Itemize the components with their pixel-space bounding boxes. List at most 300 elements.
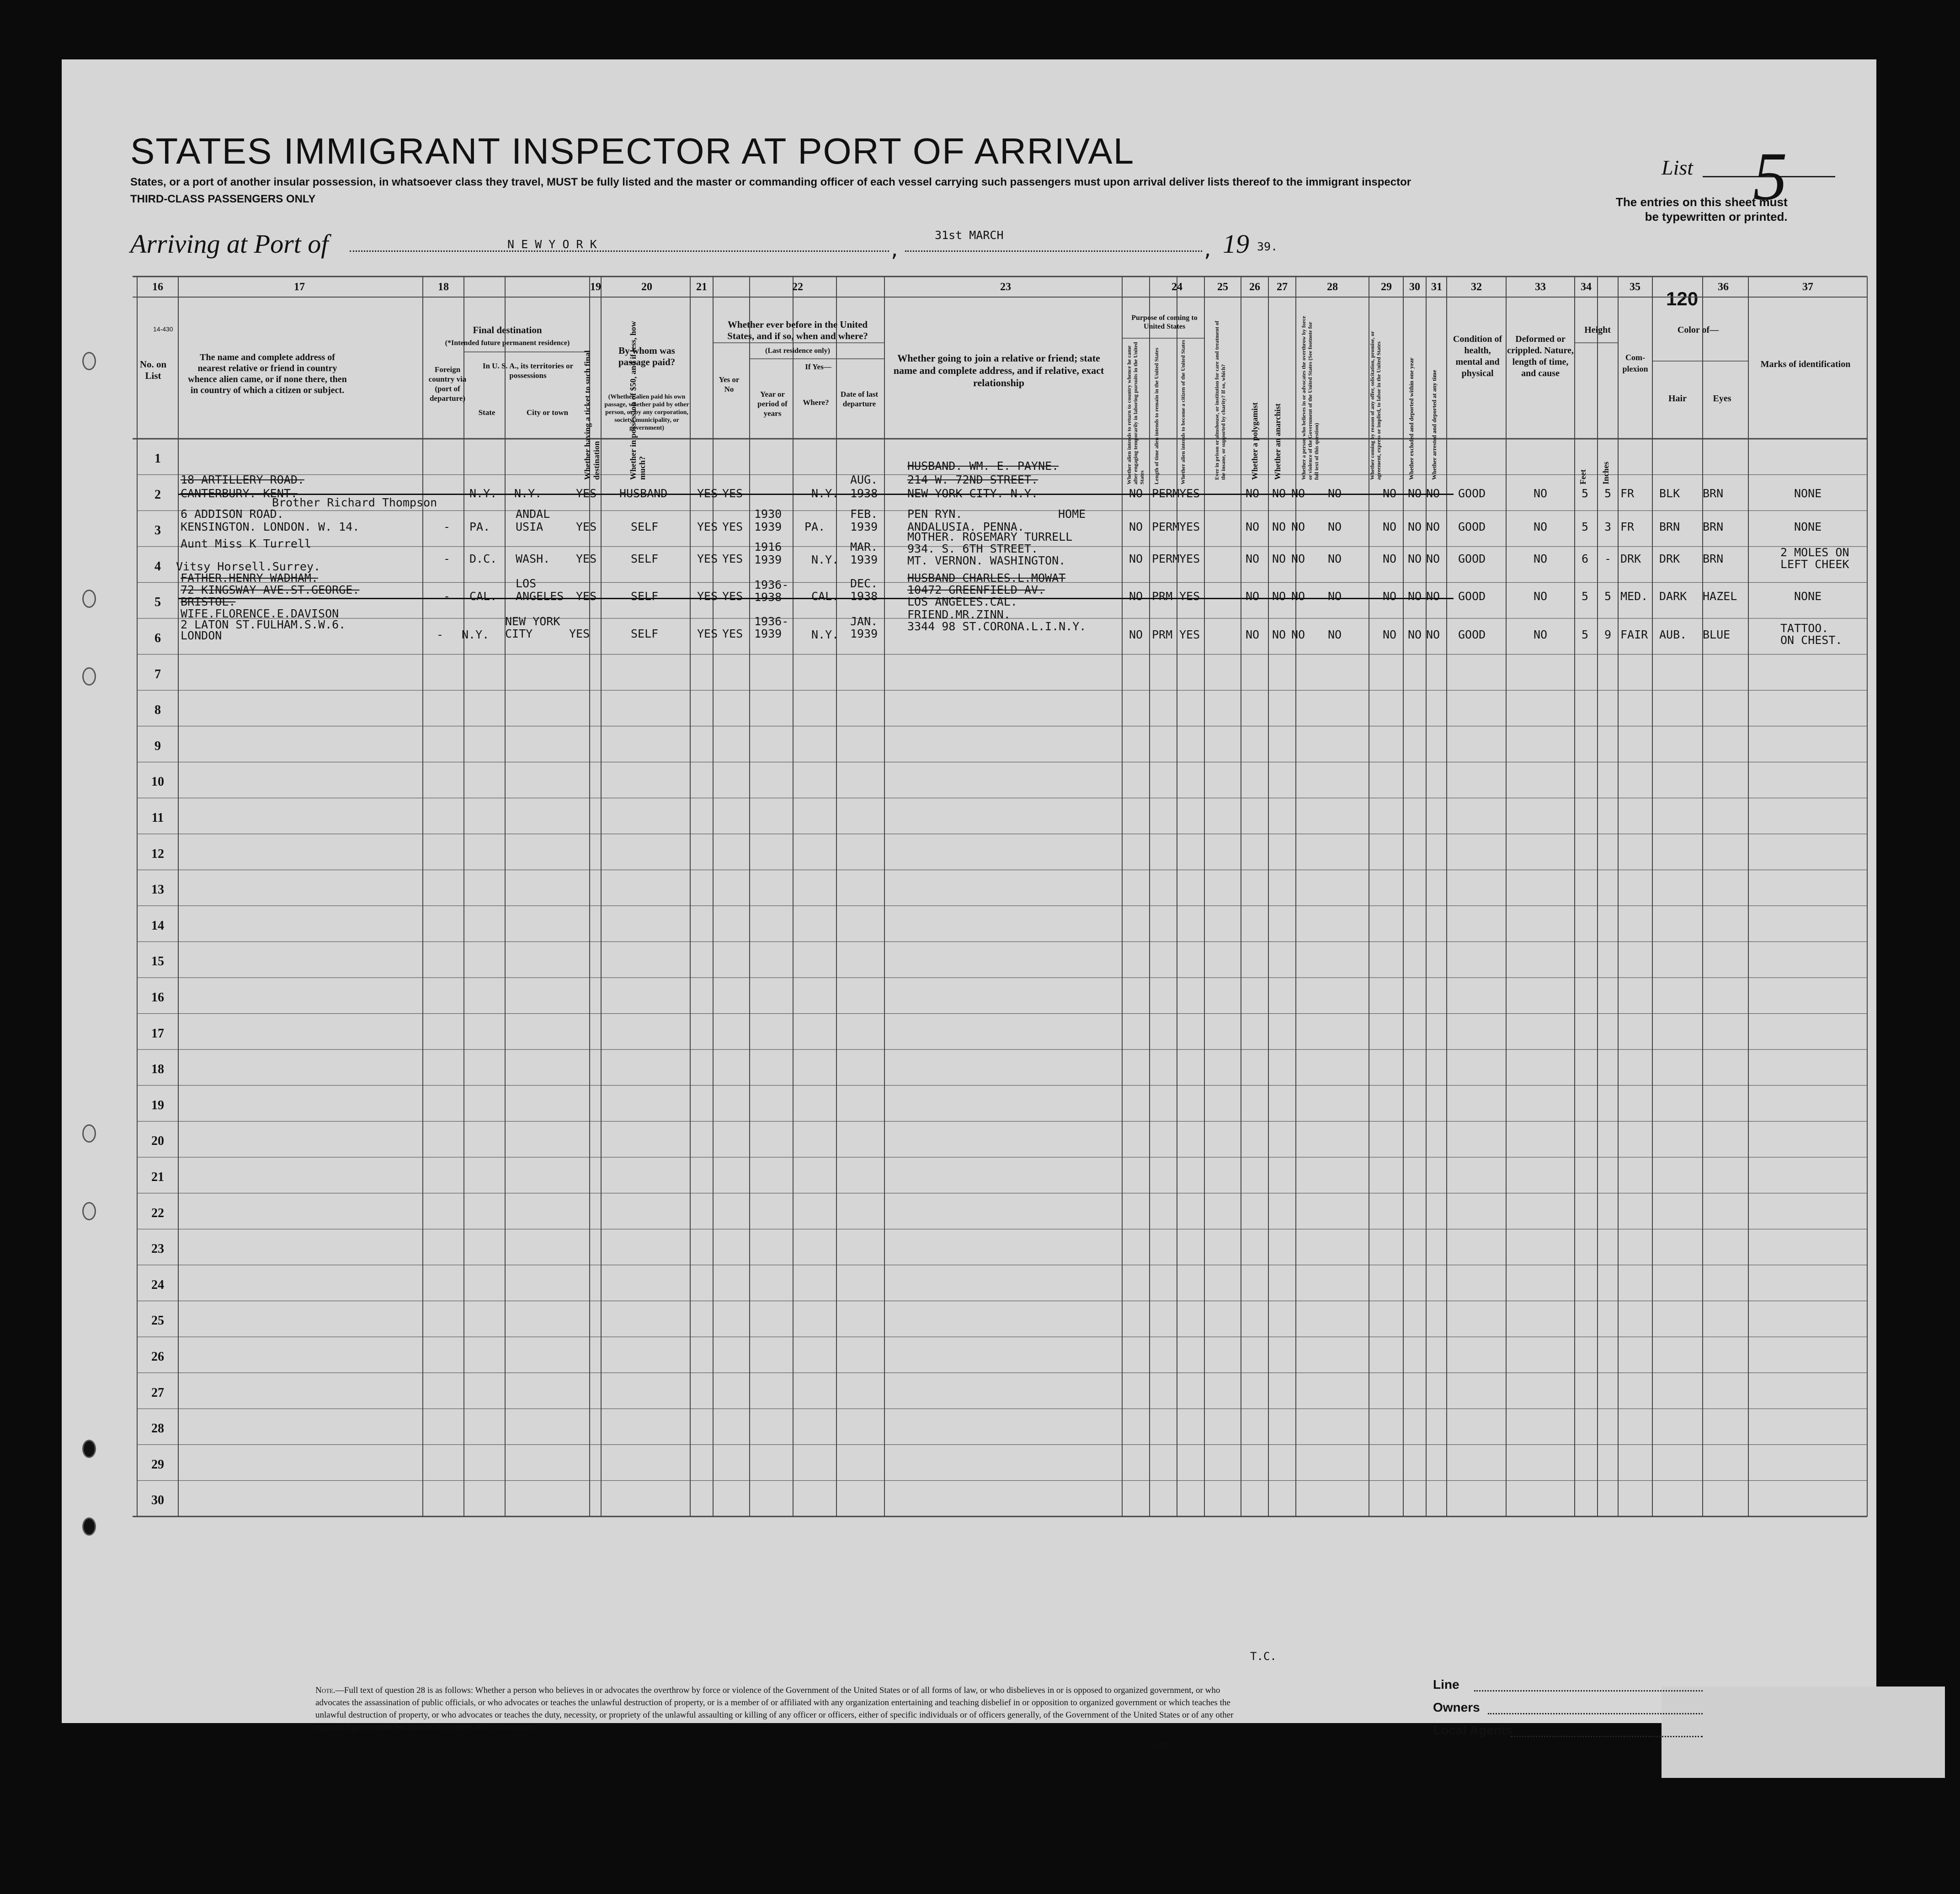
- header-ticket: Whether having a ticket to such final destination: [583, 350, 601, 480]
- row5-complexion: FAIR: [1620, 628, 1648, 641]
- row-number: 6: [154, 631, 161, 645]
- row1-q30: NO: [1408, 487, 1422, 500]
- header-q28: Whether a person who believes in or advocates the overthrow by force or violence of the Government of the United States (See footnote for full text of this question): [1300, 316, 1320, 480]
- row4-city-a: LOS: [516, 577, 537, 590]
- owners-field: [1488, 1713, 1703, 1714]
- row-number: 27: [151, 1385, 164, 1400]
- row3-departure-a: MAR.: [850, 540, 878, 553]
- row5-marks-a: TATTOO.: [1780, 622, 1829, 635]
- row2-before: YES: [722, 520, 743, 533]
- row1-complexion: FR: [1620, 487, 1635, 500]
- row3-q24b: PERM: [1152, 552, 1180, 565]
- row5-marks-b: ON CHEST.: [1780, 633, 1843, 647]
- row3-feet: 6: [1582, 552, 1589, 565]
- list-note-1: The entries on this sheet must: [1616, 195, 1788, 209]
- row3-join-a: MOTHER. ROSEMARY TURRELL: [907, 530, 1073, 543]
- row1-relative-a: 18 ARTILLERY ROAD.: [181, 473, 304, 486]
- row-number: 25: [151, 1314, 164, 1328]
- header-in-usa: In U. S. A., its territories or possessions: [482, 362, 574, 380]
- row5-q24a: NO: [1129, 628, 1143, 641]
- list-label: List: [1662, 156, 1694, 179]
- row4-q30: NO: [1408, 590, 1422, 603]
- row3-city: WASH.: [516, 552, 550, 565]
- row2-feet: 5: [1582, 520, 1589, 533]
- row4-join-a: HUSBAND CHARLES.L.MOWAT: [907, 571, 1066, 585]
- row1-q24b: PERM: [1152, 487, 1180, 500]
- row-number: 24: [151, 1277, 164, 1292]
- list-number: 5: [1753, 138, 1787, 214]
- header-purpose-c: Whether alien intends to become a citizen of the United States: [1180, 340, 1186, 484]
- row1-join-b: 214 W. 72ND STREET.: [907, 473, 1038, 486]
- row3-marks-b: LEFT CHEEK: [1780, 558, 1849, 571]
- row1-departure-b: 1938: [850, 487, 878, 500]
- year-suffix: 39.: [1257, 240, 1278, 253]
- row4-ticket: YES: [576, 590, 597, 603]
- row5-period-a: 1936-: [754, 615, 789, 628]
- row4-relative-a: FATHER.HENRY WADHAM.: [181, 571, 319, 585]
- row-number: 11: [151, 811, 164, 825]
- row2-inches: 3: [1604, 520, 1612, 533]
- row-number: 8: [154, 703, 161, 718]
- row2-join-a: PEN RYN.: [907, 507, 963, 521]
- row5-period-b: 1939: [754, 627, 782, 640]
- column-number: 18: [438, 281, 449, 293]
- row3-state: D.C.: [469, 552, 497, 565]
- row2-marks: NONE: [1794, 520, 1822, 533]
- row5-before: YES: [722, 627, 743, 640]
- row3-period-b: 1939: [754, 553, 782, 566]
- row4-period-a: 1936-: [754, 578, 789, 591]
- column-number: 22: [792, 281, 803, 293]
- column-number: 16: [152, 281, 163, 293]
- column-number: 27: [1277, 281, 1288, 293]
- row1-ticket: YES: [576, 487, 597, 500]
- row3-join-c: MT. VERNON. WASHINGTON.: [907, 554, 1066, 567]
- row1-join-a: HUSBAND. WM. E. PAYNE.: [907, 459, 1059, 473]
- row1-health: GOOD: [1458, 487, 1486, 500]
- owners-label: Owners: [1433, 1700, 1480, 1714]
- row5-has50: YES: [697, 627, 718, 640]
- row5-relative-b: 2 LATON ST.FULHAM.S.W.6.: [181, 618, 346, 631]
- row5-departure-b: 1939: [850, 627, 878, 640]
- row3-q24c: YES: [1179, 552, 1200, 565]
- row1-q27: NO: [1291, 487, 1305, 500]
- manifest-sheet: [62, 59, 1876, 1748]
- row2-relative-a: Brother Richard Thompson: [272, 496, 437, 509]
- row4-marks: NONE: [1794, 590, 1822, 603]
- column-number: 17: [294, 281, 305, 293]
- row-number: 9: [154, 739, 161, 753]
- row1-q31: NO: [1426, 487, 1440, 500]
- header-relative: The name and complete address of nearest relative or friend in country whence alien came, or if none there, then in country of which a citizen or subject.: [188, 352, 347, 395]
- row4-q24c: YES: [1179, 590, 1200, 603]
- row5-q28: NO: [1328, 628, 1342, 641]
- row1-strike-line: [178, 494, 1454, 495]
- row2-city-a: ANDAL: [516, 507, 550, 521]
- column-number: 32: [1471, 281, 1482, 293]
- page-title: STATES IMMIGRANT INSPECTOR AT PORT OF ARRIVAL: [130, 131, 1135, 171]
- row3-deformed: NO: [1534, 552, 1548, 565]
- row5-paid: SELF: [631, 627, 659, 640]
- row5-feet: 5: [1582, 628, 1589, 641]
- row3-departure-b: 1939: [850, 553, 878, 566]
- column-number: 20: [641, 281, 652, 293]
- row5-q24c: YES: [1179, 628, 1200, 641]
- row5-q31: NO: [1426, 628, 1440, 641]
- row1-before: YES: [722, 487, 743, 500]
- row3-q30: NO: [1408, 552, 1422, 565]
- row-number: 12: [151, 846, 164, 861]
- port-value: N E W Y O R K: [507, 238, 597, 251]
- row4-q24a: NO: [1129, 590, 1143, 603]
- column-number: 29: [1381, 281, 1392, 293]
- row4-hair: DARK: [1659, 590, 1687, 603]
- row5-join-a: FRIEND.MR.ZINN.: [907, 608, 1011, 621]
- column-number: 28: [1327, 281, 1338, 293]
- row3-complexion: DRK: [1620, 552, 1641, 565]
- row2-q30: NO: [1408, 520, 1422, 533]
- row4-join-c: LOS ANGELES.CAL.: [907, 595, 1017, 608]
- header-date-last-departure: Date of last departure: [840, 390, 879, 408]
- row3-before: YES: [722, 552, 743, 565]
- row2-departure-a: FEB.: [850, 507, 878, 521]
- row5-departure-a: JAN.: [850, 615, 878, 628]
- row3-where: N.Y.: [811, 553, 839, 566]
- row2-q26: NO: [1272, 520, 1286, 533]
- row3-health: GOOD: [1458, 552, 1486, 565]
- row4-relative-c: BRISTOL.: [181, 595, 236, 608]
- column-number: 37: [1802, 281, 1813, 293]
- row4-has50: YES: [697, 590, 718, 603]
- row5-join-b: 3344 98 ST.CORONA.L.I.N.Y.: [907, 620, 1087, 633]
- column-number: 26: [1249, 281, 1260, 293]
- row4-deformed: NO: [1534, 590, 1548, 603]
- row4-eyes: HAZEL: [1703, 590, 1737, 603]
- header-where: Where?: [803, 398, 829, 407]
- row4-state: CAL.: [469, 590, 497, 603]
- column-number: 21: [696, 281, 707, 293]
- header-color-of: Color of—: [1677, 325, 1719, 335]
- line-label: Line: [1433, 1677, 1459, 1692]
- header-q29: Whether coming by reason of any offer, solicitation, promise, or agreement, express or implied, to labor in the United States: [1369, 331, 1382, 480]
- row5-state: N.Y.: [462, 628, 490, 641]
- row5-via: -: [437, 628, 444, 641]
- row2-departure-b: 1939: [850, 520, 878, 533]
- header-yes-or-no: Yes or No: [719, 375, 740, 394]
- agents-label: Local Agents: [1433, 1723, 1513, 1737]
- row4-paid: SELF: [631, 590, 659, 603]
- line-field: [1474, 1690, 1703, 1692]
- row2-state: PA.: [469, 520, 490, 533]
- row5-inches: 9: [1604, 628, 1612, 641]
- row4-departure-a: DEC.: [850, 577, 878, 590]
- header-anarchist: Whether an anarchist: [1273, 403, 1282, 480]
- row5-hair: AUB.: [1659, 628, 1687, 641]
- header-purpose-a: Whether alien intends to return to country whence he came after engaging temporarily in laboring pursuits in the United States: [1126, 342, 1145, 484]
- header-polygamist: Whether a polygamist: [1250, 402, 1259, 480]
- row-number: 14: [151, 918, 164, 933]
- row2-period-b: 1939: [754, 520, 782, 533]
- row5-health: GOOD: [1458, 628, 1486, 641]
- row2-relative-b: 6 ADDISON ROAD.: [181, 507, 284, 521]
- row2-via: -: [443, 520, 451, 533]
- row4-relative-b: 72 KINGSWAY AVE.ST.GEORGE.: [181, 583, 360, 596]
- row5-q29: NO: [1383, 628, 1397, 641]
- row-number: 26: [151, 1350, 164, 1364]
- row2-join-c: ANDALUSIA. PENNA.: [907, 520, 1024, 533]
- row3-q24a: NO: [1129, 552, 1143, 565]
- row1-departure-a: AUG.: [850, 473, 878, 486]
- tc-mark: T.C.: [1250, 1650, 1277, 1663]
- row1-via: -: [443, 487, 451, 500]
- row-number: 18: [151, 1062, 164, 1077]
- row2-hair: BRN: [1659, 520, 1680, 533]
- column-number: 25: [1217, 281, 1228, 293]
- row3-relative-a: Aunt Miss K Turrell: [181, 537, 311, 550]
- row3-q29: NO: [1383, 552, 1397, 565]
- row4-q25: NO: [1246, 590, 1260, 603]
- row-number: 3: [154, 523, 161, 538]
- header-passage-paid: By whom was passage paid?: [618, 345, 676, 367]
- note-label: Note.: [315, 1686, 336, 1695]
- row2-q24a: NO: [1129, 520, 1143, 533]
- form-code-top: 14-430: [153, 325, 173, 333]
- column-number: 31: [1431, 281, 1442, 293]
- row-number: 28: [151, 1421, 164, 1436]
- row5-relative-c: LONDON: [181, 629, 222, 642]
- footnote-q28: [315, 1684, 1252, 1734]
- header-year-period: Year or period of years: [757, 390, 788, 418]
- row3-has50: YES: [697, 552, 718, 565]
- row5-ticket: YES: [569, 627, 590, 640]
- row1-state: N.Y.: [469, 487, 497, 500]
- header-height: Height: [1584, 325, 1611, 335]
- row-number: 5: [154, 595, 161, 610]
- header-no-on-list: No. on List: [139, 359, 167, 381]
- row3-marks-a: 2 MOLES ON: [1780, 546, 1849, 559]
- row2-relative-c: KENSINGTON. LONDON. W. 14.: [181, 520, 360, 533]
- list-note-2: be typewritten or printed.: [1645, 210, 1788, 223]
- row3-period-a: 1916: [754, 540, 782, 553]
- row1-where: N.Y.: [811, 487, 839, 500]
- header-foreign-country: Foreign country via (port of departure): [428, 365, 467, 403]
- row2-health: GOOD: [1458, 520, 1486, 533]
- row1-join-c: NEW YORK CITY. N.Y.: [907, 487, 1038, 500]
- date-value: 31st MARCH: [935, 229, 1004, 242]
- row4-strike-line: [178, 598, 1454, 599]
- header-health: Condition of health, mental and physical: [1453, 334, 1502, 378]
- comma2: ,: [1202, 240, 1214, 261]
- row-number: 17: [151, 1026, 164, 1041]
- header-deformed: Deformed or crippled. Nature, length of time, and cause: [1507, 334, 1574, 378]
- row1-has50: YES: [697, 487, 718, 500]
- column-number: 36: [1718, 281, 1729, 293]
- row-number: 21: [151, 1170, 164, 1184]
- row1-q24c: YES: [1179, 487, 1200, 500]
- row2-deformed: NO: [1534, 520, 1548, 533]
- row1-hair: BLK: [1659, 487, 1680, 500]
- row3-q27: NO: [1291, 552, 1305, 565]
- row2-complexion: FR: [1620, 520, 1635, 533]
- row1-city: N.Y.: [514, 487, 542, 500]
- row2-q24b: PERM: [1152, 520, 1180, 533]
- row4-q26: NO: [1272, 590, 1286, 603]
- row1-relative-b: CANTERBURY. KENT.: [181, 487, 298, 500]
- header-final-destination-note: (*Intended future permanent residence): [445, 339, 570, 347]
- row4-departure-b: 1938: [850, 590, 878, 603]
- row-number: 4: [154, 559, 161, 574]
- header-q31: Whether arrested and deported at any time: [1431, 370, 1438, 480]
- row1-q28: NO: [1328, 487, 1342, 500]
- row2-paid: SELF: [631, 520, 659, 533]
- header-eyes: Eyes: [1713, 394, 1731, 404]
- row5-deformed: NO: [1534, 628, 1548, 641]
- row1-q24a: NO: [1129, 487, 1143, 500]
- row2-q24c: YES: [1179, 520, 1200, 533]
- row3-q31: NO: [1426, 552, 1440, 565]
- row3-via: -: [443, 552, 451, 565]
- row1-q25: NO: [1246, 487, 1260, 500]
- row5-q25: NO: [1246, 628, 1260, 641]
- row4-inches: 5: [1604, 590, 1612, 603]
- header-passage-note: (Whether alien paid his own passage, whether paid by other person, or by any corporation, society, municipality, or government): [604, 394, 689, 431]
- row2-city-b: USIA: [516, 520, 543, 533]
- header-inches: Inches: [1601, 461, 1610, 484]
- row3-inches: -: [1604, 552, 1612, 565]
- agents-field: [1511, 1736, 1703, 1737]
- header-city: City or town: [526, 408, 569, 417]
- row4-city-b: ANGELES: [516, 590, 564, 603]
- row4-q31: NO: [1426, 590, 1440, 603]
- row3-eyes: BRN: [1703, 552, 1724, 565]
- row2-q29: NO: [1383, 520, 1397, 533]
- row2-eyes: BRN: [1703, 520, 1724, 533]
- class-line: THIRD-CLASS PASSENGERS ONLY: [130, 193, 316, 205]
- row5-city-a: NEW YORK: [505, 615, 560, 628]
- row1-q29: NO: [1383, 487, 1397, 500]
- comma: ,: [889, 240, 900, 261]
- row4-health: GOOD: [1458, 590, 1486, 603]
- row1-q26: NO: [1272, 487, 1286, 500]
- row4-q28: NO: [1328, 590, 1342, 603]
- row3-paid: SELF: [631, 552, 659, 565]
- header-last-residence: (Last residence only): [765, 347, 830, 355]
- row3-hair: DRK: [1659, 552, 1680, 565]
- table-grid: [62, 59, 1876, 1723]
- row-number: 2: [154, 487, 161, 502]
- row1-paid: HUSBAND: [619, 487, 668, 500]
- row1-marks: NONE: [1794, 487, 1822, 500]
- column-number: 19: [590, 281, 601, 293]
- arriving-label: Arriving at Port of: [130, 229, 329, 259]
- row5-q26: NO: [1272, 628, 1286, 641]
- column-number: 24: [1172, 281, 1182, 293]
- note-text: —Full text of question 28 is as follows: Whether a person who believes in or advocates the overthrow by force or violence of the Government of the United States or of all forms of law, or who disbelieves in or is opposed to organized government, or who advocates the assassination of public officials, or who advocates or teaches the unlawful destruction of property, or is a member of or affiliated with any organization entertaining and teaching disbelief in or opposition to organized government or which teaches the unlawful destruction of property, or who advocates or teaches the duty, necessity, or propriety of the unlawful assaulting or killing of any officer or officers, either of specific individuals or of officers generally, of the Government of the United States or of any other organized government because of his or their official character.: [315, 1686, 1234, 1732]
- row2-q28: NO: [1328, 520, 1342, 533]
- header-marks: Marks of identification: [1760, 359, 1851, 369]
- header-complexion: Com- plexion: [1622, 353, 1648, 373]
- row2-q31: NO: [1426, 520, 1440, 533]
- row2-join-b: HOME: [1058, 507, 1086, 521]
- row5-q30: NO: [1408, 628, 1422, 641]
- row2-q27: NO: [1291, 520, 1305, 533]
- header-purpose-b: Length of time alien intends to remain in the United States: [1153, 347, 1160, 484]
- row4-join-b: 10472 GREENFIELD AV.: [907, 583, 1045, 596]
- row2-q25: NO: [1246, 520, 1260, 533]
- row5-city-b: CITY: [505, 627, 533, 640]
- column-number: 35: [1630, 281, 1640, 293]
- row3-ticket: YES: [576, 552, 597, 565]
- row1-feet: 5: [1582, 487, 1589, 500]
- column-number: 30: [1409, 281, 1420, 293]
- year-prefix: 19: [1223, 229, 1249, 259]
- column-number: 34: [1581, 281, 1592, 293]
- row4-via: -: [443, 590, 451, 603]
- row-number: 13: [151, 883, 164, 897]
- row-number: 30: [151, 1493, 164, 1508]
- column-number: 23: [1000, 281, 1011, 293]
- row2-period-a: 1930: [754, 507, 782, 521]
- header-if-yes: If Yes—: [805, 362, 831, 371]
- row-number: 10: [151, 775, 164, 789]
- row-number: 29: [151, 1457, 164, 1472]
- row1-deformed: NO: [1534, 487, 1548, 500]
- row1-inches: 5: [1604, 487, 1612, 500]
- row5-relative-a: WIFE.FLORENCE.E.DAVISON: [181, 607, 339, 620]
- row-number: 7: [154, 667, 161, 681]
- column-number: 33: [1535, 281, 1546, 293]
- row4-period-b: 1938: [754, 591, 782, 604]
- header-feet: Feet: [1578, 469, 1587, 484]
- row3-relative-b: Vitsy Horsell.Surrey.: [176, 560, 321, 573]
- row4-q27: NO: [1291, 590, 1305, 603]
- row4-q29: NO: [1383, 590, 1397, 603]
- row1-eyes: BRN: [1703, 487, 1724, 500]
- row3-q25: NO: [1246, 552, 1260, 565]
- row5-where: N.Y.: [811, 628, 839, 641]
- row5-eyes: BLUE: [1703, 628, 1731, 641]
- row-number: 23: [151, 1242, 164, 1256]
- row-number: 20: [151, 1134, 164, 1149]
- row3-join-b: 934. S. 6TH STREET.: [907, 542, 1038, 555]
- row5-q24b: PRM: [1152, 628, 1173, 641]
- instruction-line: States, or a port of another insular possession, in whatsoever class they travel, MUST be fully listed and the master or commanding officer of each vessel carrying such passengers must upon arrival deliver lists thereof to the immigrant inspector: [130, 176, 1411, 188]
- row4-before: YES: [722, 590, 743, 603]
- header-possession-50: Whether in possession of $50, and if less, how much?: [628, 321, 647, 480]
- row3-q26: NO: [1272, 552, 1286, 565]
- row-number: 19: [151, 1098, 164, 1112]
- row4-complexion: MED.: [1620, 590, 1648, 603]
- page-number: 120: [1666, 288, 1699, 309]
- row4-feet: 5: [1582, 590, 1589, 603]
- row-number: 16: [151, 990, 164, 1005]
- row2-where: PA.: [804, 520, 826, 533]
- header-hair: Hair: [1668, 394, 1687, 404]
- header-final-destination: Final destination: [473, 325, 542, 335]
- row4-where: CAL.: [811, 590, 839, 603]
- header-q30: Whether excluded and deported within one year: [1408, 357, 1415, 480]
- row-number: 1: [154, 452, 161, 466]
- row2-has50: YES: [697, 520, 718, 533]
- header-prison: Ever in prison or almshouse, or institution for care and treatment of the insane, or supported by charity? If so, which?: [1214, 321, 1226, 480]
- row5-q27: NO: [1291, 628, 1305, 641]
- header-ever-before: Whether ever before in the United States, and if so, when and where?: [727, 319, 868, 341]
- header-purpose: Purpose of coming to United States: [1131, 314, 1198, 330]
- row2-ticket: YES: [576, 520, 597, 533]
- row-number: 15: [151, 954, 164, 969]
- header-state: State: [478, 408, 495, 417]
- header-join-relative: Whether going to join a relative or friend; state name and complete address, and if relative, exact relationship: [893, 352, 1104, 388]
